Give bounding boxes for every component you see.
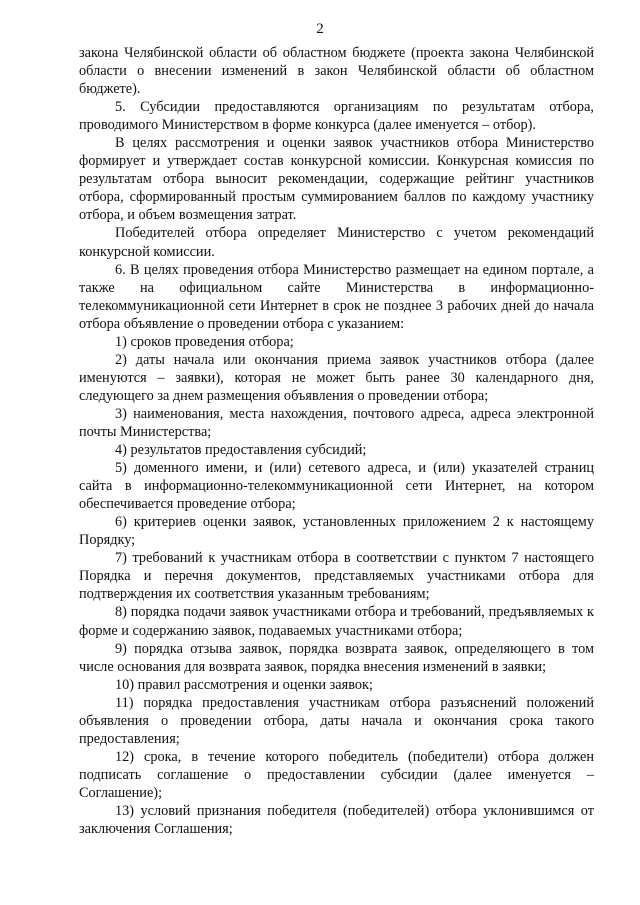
page-number: 2: [316, 21, 324, 37]
list-item-5: 5) доменного имени, и (или) сетевого адреса, и (или) указателей страниц сайта в информационно-телекоммуникационной сети Интернет, на котором обеспечивается проведение отбора;: [79, 460, 594, 513]
list-item-13: 13) условий признания победителя (победителей) отбора уклонившимся от заключения Соглашения;: [79, 802, 594, 838]
document-body: [79, 44, 594, 838]
paragraph-continuation: закона Челябинской области об областном бюджете (проекта закона Челябинской области о внесении изменений в закон Челябинской области об областном бюджете).: [79, 45, 594, 98]
paragraph-item-5: 5. Субсидии предоставляются организациям по результатам отбора, проводимого Министерством в форме конкурса (далее именуется – отбор).: [79, 99, 594, 134]
paragraph-item-6: 6. В целях проведения отбора Министерство размещает на едином портале, а также на официальном сайте Министерства в информационно-телекоммуникационной сети Интернет в срок не позднее 3 рабочих дней до начала отбора объявление о проведении отбора с указанием:: [79, 261, 594, 332]
list-item-9: 9) порядка отзыва заявок, порядка возврата заявок, определяющего в том числе основания для возврата заявок, порядка внесения изменений в заявки;: [79, 640, 594, 675]
list-item-1: 1) сроков проведения отбора;: [115, 333, 294, 350]
paragraph-commission: В целях рассмотрения и оценки заявок участников отбора Министерство формирует и утверждает состав конкурсной комиссии. Конкурсная комиссия по результатам отбора выносит рекомендации, содержащие рейтинг участников отбора, сформированный простым суммированием баллов по каждому участнику отбора, и объем возмещения затрат.: [79, 135, 594, 224]
list-item-11: 11) порядка предоставления участникам отбора разъяснений положений объявления о проведении отбора, даты начала и окончания срока такого предоставления;: [79, 694, 594, 747]
list-item-2: 2) даты начала или окончания приема заявок участников отбора (далее именуются – заявки), которая не может быть ранее 30 календарного дня, следующего за днем размещения объявления о проведении отбора;: [79, 351, 594, 404]
list-item-6: 6) критериев оценки заявок, установленных приложением 2 к настоящему Порядку;: [79, 514, 594, 549]
list-item-12: 12) срока, в течение которого победитель (победители) отбора должен подписать соглашение о предоставлении субсидии (далее именуется – Соглашение);: [79, 748, 594, 801]
list-item-4: 4) результатов предоставления субсидий;: [115, 442, 367, 459]
list-item-7: 7) требований к участникам отбора в соответствии с пунктом 7 настоящего Порядка и перечня документов, представляемых участниками отбора для подтверждения их соответствия указанным требованиям;: [79, 550, 594, 603]
paragraph-winners: Победителей отбора определяет Министерство с учетом рекомендаций конкурсной комиссии.: [79, 225, 594, 260]
list-item-8: 8) порядка подачи заявок участниками отбора и требований, предъявляемых к форме и содержанию заявок, подаваемых участниками отбора;: [79, 604, 594, 639]
list-item-3: 3) наименования, места нахождения, почтового адреса, адреса электронной почты Министерства;: [79, 405, 594, 440]
list-item-10: 10) правил рассмотрения и оценки заявок;: [115, 676, 373, 693]
